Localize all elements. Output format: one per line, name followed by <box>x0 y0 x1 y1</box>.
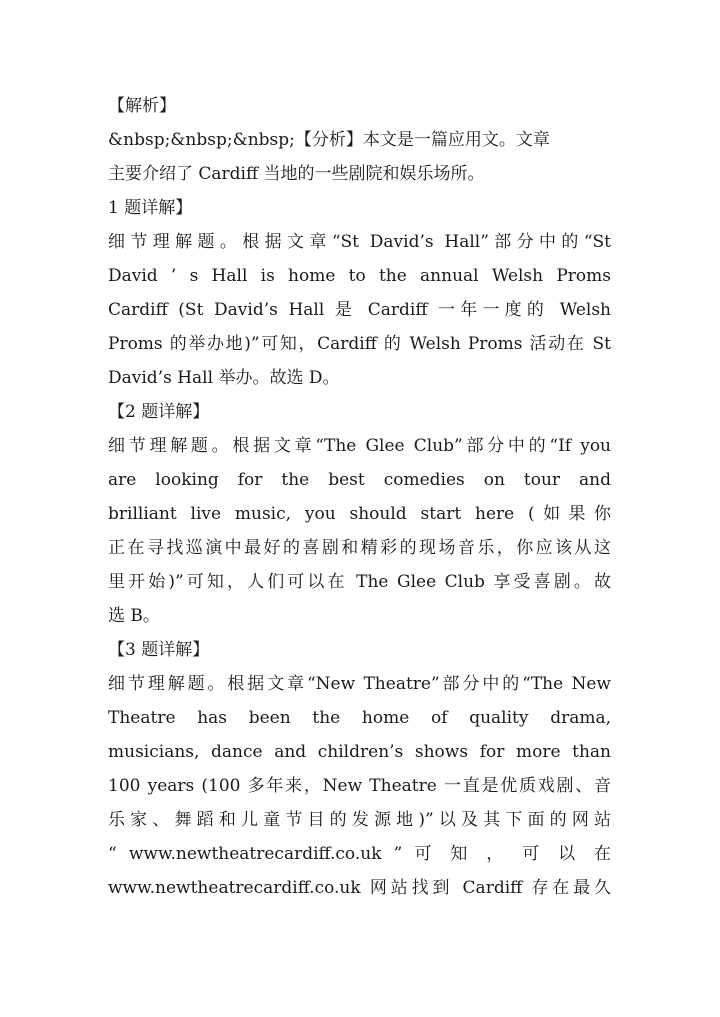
text-line: “ www.newtheatrecardiff.co.uk ” 可 知 ， 可 以 在 <box>108 844 611 864</box>
text-line: 【2 题详解】 <box>108 402 210 422</box>
text-line: Theatre has been the home of quality drama, <box>108 708 611 728</box>
text-line: David’s Hall 举办。故选 D。 <box>108 368 340 388</box>
text-line: 100 years (100 多年来，New Theatre 一直是优质戏剧、音 <box>108 776 611 796</box>
text-line: 细节理解题。根据文章“The Glee Club”部分中的“If you <box>108 436 611 456</box>
text-line: Proms 的举办地)”可知，Cardiff 的 Welsh Proms 活动在 St <box>108 334 611 354</box>
text-line: 选 B。 <box>108 606 160 626</box>
text-line: 细节理解题。根据文章“New Theatre”部分中的“The New <box>108 674 611 694</box>
text-line: 正在寻找巡演中最好的喜剧和精彩的现场音乐，你应该从这 <box>108 538 611 558</box>
text-line: musicians, dance and children’s shows for more than <box>108 742 611 762</box>
text-line: 【解析】 <box>108 96 176 116</box>
text-line: 【3 题详解】 <box>108 640 210 660</box>
text-line: 细节理解题。根据文章“St David’s Hall”部分中的“St <box>108 232 611 252</box>
text-line: 乐家、舞蹈和儿童节目的发源地)”以及其下面的网站 <box>108 810 611 830</box>
text-line: David ’ s Hall is home to the annual Welsh Proms <box>108 266 611 286</box>
text-line: are looking for the best comedies on tour and <box>108 470 611 490</box>
text-line: 主要介绍了 Cardiff 当地的一些剧院和娱乐场所。 <box>108 164 485 184</box>
text-line: brilliant live music, you should start here (如果你 <box>108 504 611 524</box>
text-line: 里开始)”可知，人们可以在 The Glee Club 享受喜剧。故 <box>108 572 611 592</box>
text-line: Cardiff (St David’s Hall 是 Cardiff 一年一度的 Welsh <box>108 300 611 320</box>
text-line: www.newtheatrecardiff.co.uk 网站找到 Cardiff 存在最久 <box>108 878 611 898</box>
answer-explanation-text <box>108 89 611 905</box>
text-line: 1 题详解】 <box>108 198 193 218</box>
text-line: &nbsp;&nbsp;&nbsp;【分析】本文是一篇应用文。文章 <box>108 130 550 150</box>
